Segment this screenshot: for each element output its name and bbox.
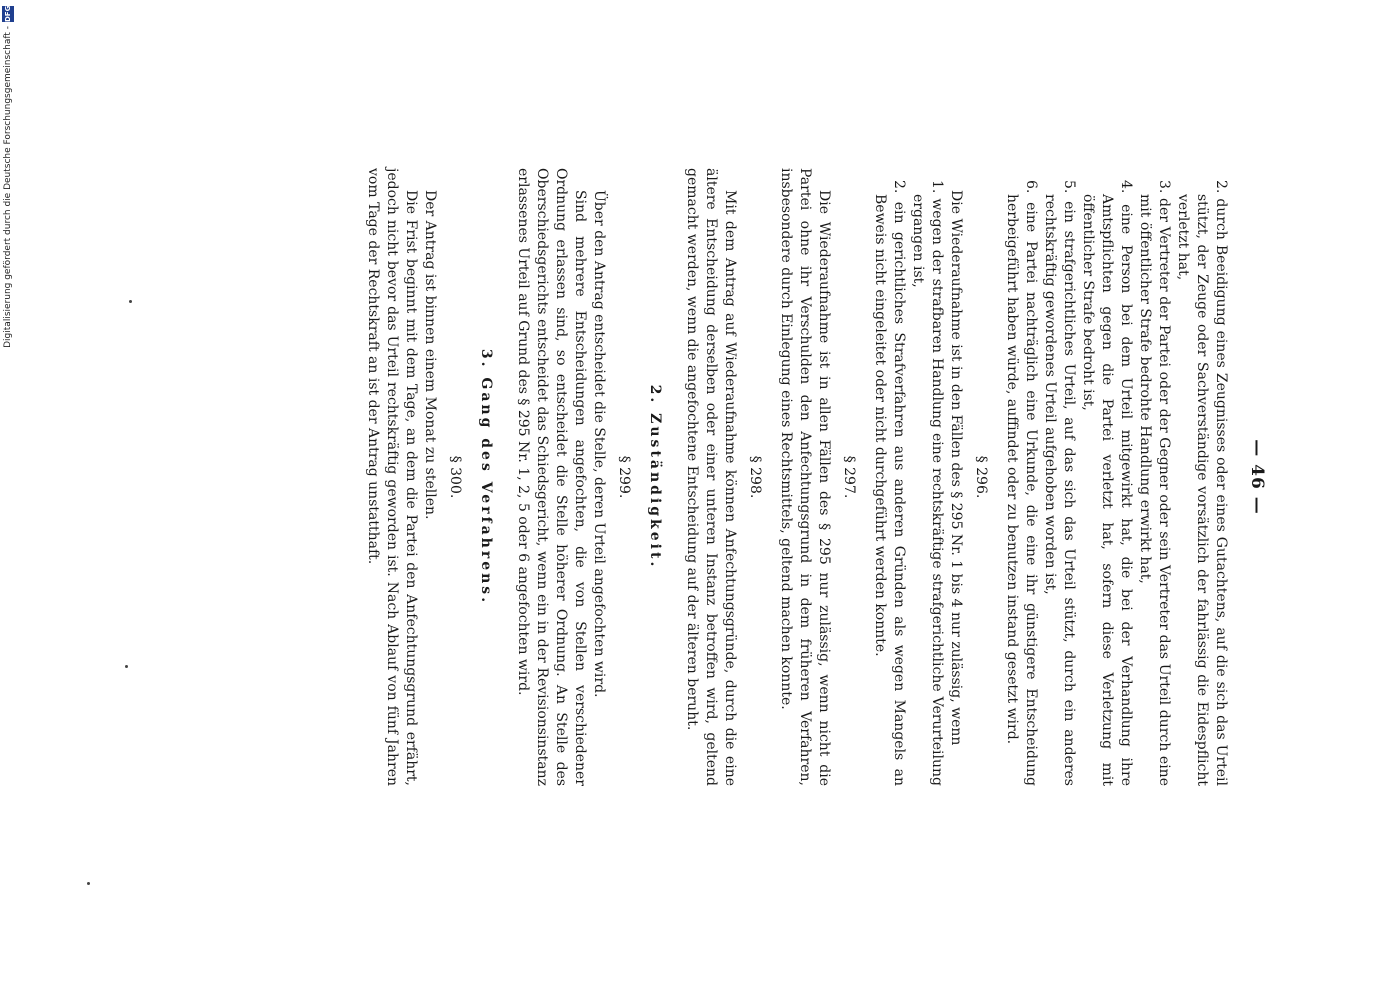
dfg-credit-text: Digitalisierung gefördert durch die Deutsche Forschungsgemeinschaft - (2, 26, 13, 348)
list-item: 2. durch Beeidigung eines Zeugnisses oder eines Gutachtens, auf die sich das Urteil stützt, der Zeuge oder Sachverständige vorsätzlich der fahrlässig die Eidespflicht verletzt hat, (1175, 180, 1229, 786)
scan-speck (129, 300, 132, 303)
heading-gang-des-verfahrens: 3. Gang des Verfahrens. (478, 348, 494, 606)
heading-zustaendigkeit: 2. Zuständigkeit. (647, 384, 663, 570)
scan-speck (125, 665, 128, 668)
list-item: 4. eine Person bei dem Urteil mitgewirkt hat, die bei der Verhandlung ihre Amtspflichten gegen die Partei verletzt hat, sofern diese Verletzung mit öffentlicher Strafe bedroht ist, (1080, 180, 1134, 786)
list-item: 2. ein gerichtliches Strafverfahren aus anderen Gründen als wegen Mangels an Beweis nicht eingeleitet oder nicht durchgeführt werden konnte. (872, 180, 907, 786)
list-item: 1. wegen der strafbaren Handlung eine rechtskräftige strafgerichtliche Verurteilung ergangen ist, (910, 180, 945, 786)
section-title-296: § 296. (973, 455, 989, 499)
dfg-logo: DFG (3, 5, 12, 22)
section-297-text: Die Wiederaufnahme ist in allen Fällen des § 295 nur zulässig, wenn nicht die Partei ohne ihr Verschulden den Anfechtungsgrund in dem früheren Verfahren, insbesondere durch Einlegung eines Rechtsmittels, geltend machen konnte. (778, 168, 832, 786)
section-300-p1: Der Antrag ist binnen einem Monat zu stellen. (422, 190, 438, 520)
digitization-footer (0, 0, 15, 1000)
section-299-p2: Sind mehrere Entscheidungen angefochten, die von Stellen verschiedener Ordnung erlassen sind, so entscheidet die Stelle höherer Ordnung. An Stelle des Oberschiedsgerichts entscheidet das Schiedsgericht, wenn ein in der Revisionsinstanz erlassenes Urteil auf Grund des § 295 Nr. 1, 2, 5 oder 6 angefochten wird. (515, 168, 588, 786)
list-item: 5. ein strafgerichtliches Urteil, auf das sich das Urteil stützt, durch ein anderes rechtskräftig gewordenes Urteil aufgehoben worden ist, (1042, 180, 1077, 786)
section-title-299: § 299. (616, 455, 632, 499)
page-text (363, 168, 1270, 786)
section-298-text: Mit dem Antrag auf Wiederaufnahme können Anfechtungsgründe, durch die eine ältere Entscheidung derselben oder einer unteren Instanz betroffen wird, geltend gemacht werden, wenn die angefochtene Entscheidung auf der älteren beruht. (684, 168, 738, 786)
scan-speck (87, 882, 90, 885)
section-title-300: § 300. (447, 455, 463, 499)
list-item: 3. der Vertreter der Partei oder der Gegner oder sein Vertreter das Urteil durch eine mit öffentlicher Strafe bedrohte Handlung erwirkt hat, (1137, 180, 1172, 786)
section-title-298: § 298. (747, 455, 763, 499)
list-item: 6. eine Partei nachträglich eine Urkunde, die eine ihr günstigere Entscheidung herbeigeführt haben würde, auffindet oder zu benutzen instand gesetzt wird. (1004, 180, 1039, 786)
page-number: — 46 — (1247, 439, 1267, 515)
section-299-p1: Über den Antrag entscheidet die Stelle, deren Urteil angefochten wird. (591, 190, 607, 698)
section-title-297: § 297. (841, 455, 857, 499)
section-296-intro: Die Wiederaufnahme ist in den Fällen des § 295 Nr. 1 bis 4 nur zulässig, wenn (948, 190, 964, 746)
section-300-p2: Die Frist beginnt mit dem Tage, an dem die Partei den Anfechtungsgrund erfährt, jedoch nicht bevor das Urteil rechtskräftig geworden ist. Nach Ablauf von fünf Jahren vom Tage der Rechtskraft an ist der Antrag unstatthaft. (365, 168, 419, 786)
